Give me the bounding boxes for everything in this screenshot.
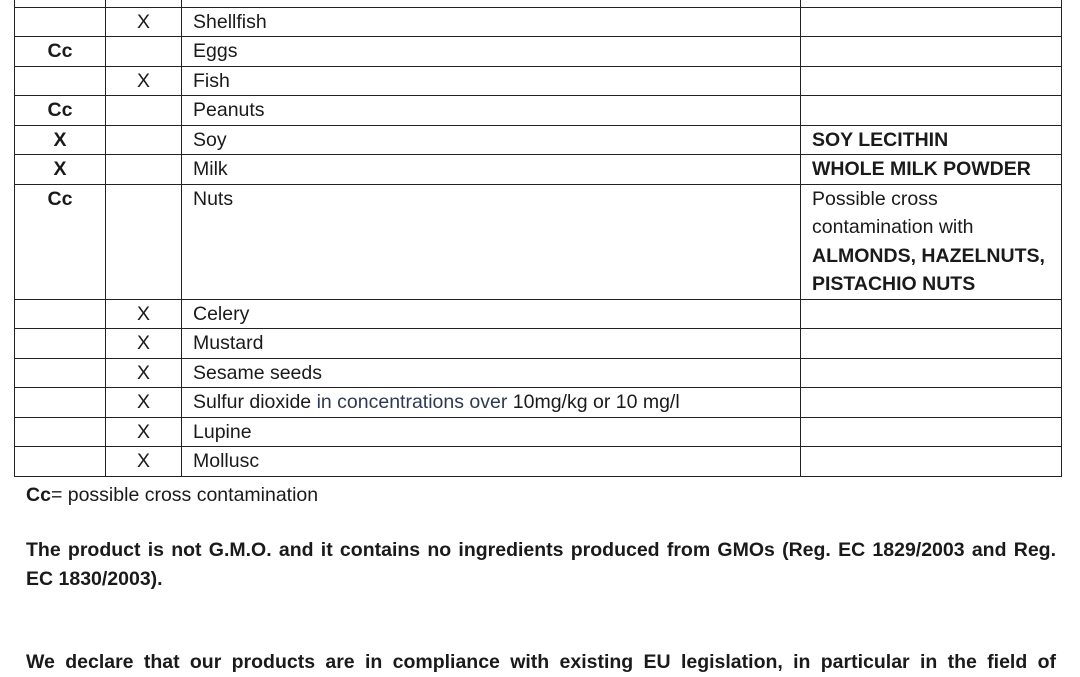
free-cell: X — [106, 329, 182, 359]
allergen-name: Mustard — [182, 329, 801, 359]
free-cell — [106, 184, 182, 299]
table-row — [15, 66, 1062, 96]
note-cell — [801, 329, 1062, 359]
allergen-detail: in concentrations over — [311, 391, 513, 413]
note-cell — [801, 37, 1062, 67]
table-row — [15, 96, 1062, 126]
allergen-name-main: Sulfur dioxide — [193, 391, 312, 413]
table-row — [15, 7, 1062, 37]
contains-cell — [15, 0, 106, 7]
legend-text: = possible cross contamination — [50, 484, 319, 506]
allergen-name: Nuts — [182, 184, 801, 299]
table-row — [15, 184, 1062, 299]
free-cell: X — [106, 66, 182, 96]
free-cell — [106, 125, 182, 155]
allergen-name: Milk — [182, 155, 801, 185]
table-row — [15, 447, 1062, 477]
free-cell: X — [106, 358, 182, 388]
note-cell — [801, 358, 1062, 388]
contains-cell: X — [15, 155, 106, 185]
contains-cell — [15, 447, 106, 477]
note-cell — [801, 417, 1062, 447]
free-cell — [106, 37, 182, 67]
contains-cell — [15, 329, 106, 359]
allergen-name: Shellfish — [182, 7, 801, 37]
note-cell — [801, 388, 1062, 418]
allergen-name: Mollusc — [182, 447, 801, 477]
note-cell: SOY LECITHIN — [801, 125, 1062, 155]
table-row — [15, 388, 1062, 418]
free-cell — [106, 0, 182, 7]
free-cell: X — [106, 447, 182, 477]
note-cell: WHOLE MILK POWDER — [801, 155, 1062, 185]
allergen-name: Celery — [182, 299, 801, 329]
allergen-name: Fish — [182, 66, 801, 96]
allergen-name — [182, 388, 801, 418]
contains-cell — [15, 7, 106, 37]
allergen-name — [182, 0, 801, 7]
note-cell — [801, 7, 1062, 37]
contains-cell — [15, 299, 106, 329]
legend — [26, 481, 318, 509]
note-cell — [801, 66, 1062, 96]
table-row — [15, 125, 1062, 155]
note-cell — [801, 299, 1062, 329]
allergen-name: Soy — [182, 125, 801, 155]
allergen-name: Eggs — [182, 37, 801, 67]
legend-abbr: Cc — [26, 484, 51, 506]
note-cell — [801, 447, 1062, 477]
free-cell — [106, 155, 182, 185]
contains-cell — [15, 358, 106, 388]
free-cell: X — [106, 388, 182, 418]
note-cell — [801, 96, 1062, 126]
allergen-name: Peanuts — [182, 96, 801, 126]
gmo-statement: The product is not G.M.O. and it contains no ingredients produced from GMOs (Reg. EC 1829/2003 and Reg. EC 1830/2003). — [26, 539, 1056, 590]
free-cell: X — [106, 7, 182, 37]
table-row — [15, 299, 1062, 329]
contains-cell — [15, 66, 106, 96]
contains-cell: Cc — [15, 37, 106, 67]
compliance-statement: We declare that our products are in compliance with existing EU legislation, in particular in the field of — [26, 651, 1056, 673]
allergen-detail-tail: 10mg/kg or 10 mg/l — [512, 391, 680, 413]
table-row — [15, 329, 1062, 359]
allergen-table — [14, 0, 1062, 477]
allergen-name: Lupine — [182, 417, 801, 447]
table-row — [15, 37, 1062, 67]
free-cell: X — [106, 417, 182, 447]
free-cell: X — [106, 299, 182, 329]
contains-cell: X — [15, 125, 106, 155]
note-bold: ALMONDS, HAZELNUTS, PISTACHIO NUTS — [812, 244, 1045, 295]
note-cell — [801, 0, 1062, 7]
contains-cell — [15, 417, 106, 447]
table-row — [15, 0, 1062, 7]
contains-cell: Cc — [15, 96, 106, 126]
note-plain: Possible cross contamination with — [812, 187, 974, 238]
contains-cell: Cc — [15, 184, 106, 299]
free-cell — [106, 96, 182, 126]
contains-cell — [15, 388, 106, 418]
table-row — [15, 417, 1062, 447]
table-row — [15, 155, 1062, 185]
table-row — [15, 358, 1062, 388]
note-cell — [801, 184, 1062, 299]
allergen-name: Sesame seeds — [182, 358, 801, 388]
